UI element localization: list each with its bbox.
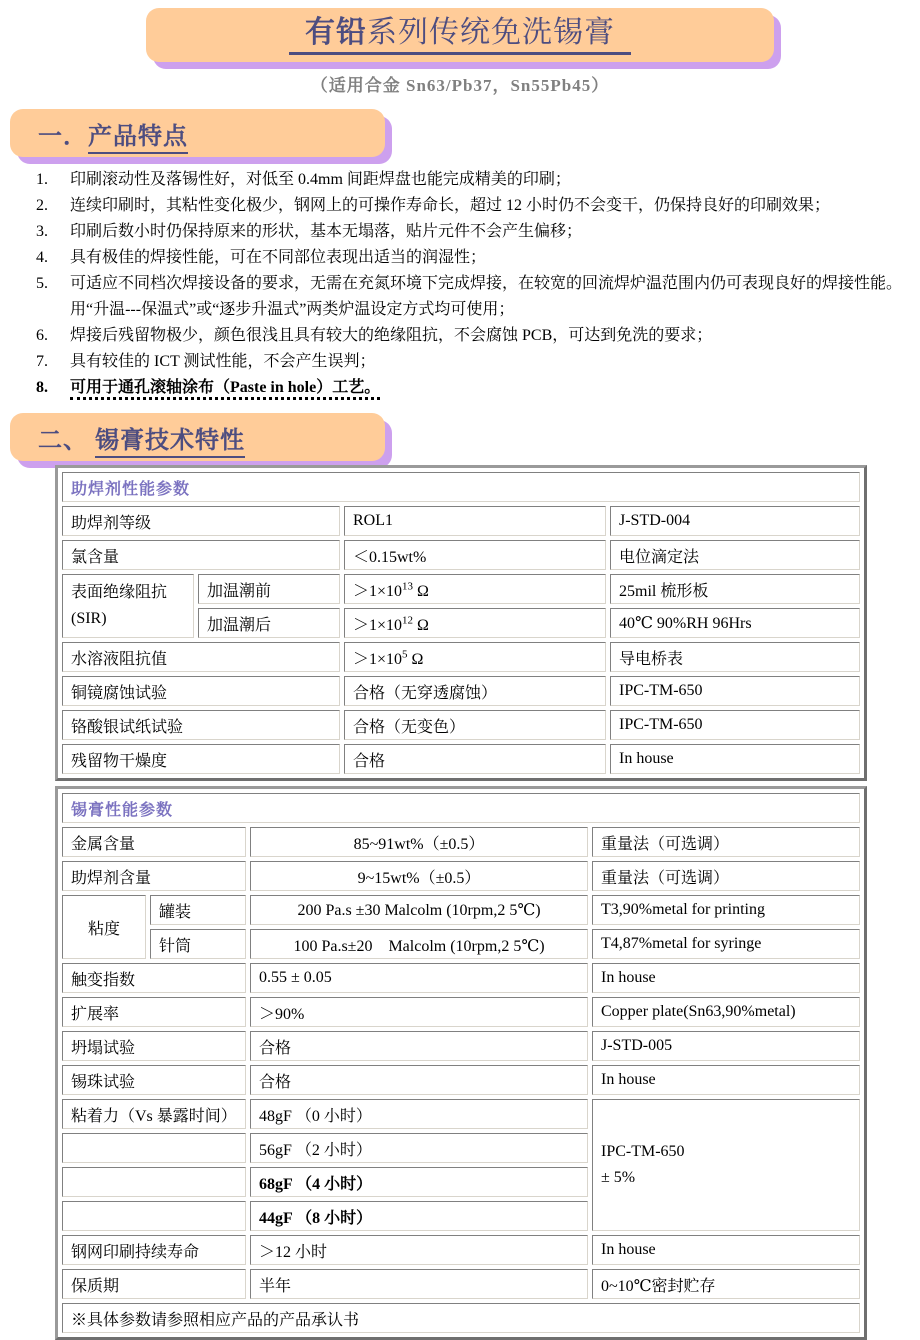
table-row [62, 506, 860, 536]
feature-text: 印刷后数小时仍保持原来的形状，基本无塌落，贴片元件不会产生偏移； [70, 223, 583, 240]
item-cell: 钢网印刷持续寿命 [62, 1235, 246, 1265]
item-cell: 助焊剂等级 [62, 506, 340, 536]
method-cell: 重量法（可选调） [592, 827, 860, 857]
tack-method-line2: ± 5% [601, 1169, 636, 1186]
table-row [62, 1099, 860, 1129]
method-cell: IPC-TM-650 [610, 676, 860, 706]
section2-heading-prefix: 二、 [38, 427, 88, 454]
value-base: ＞1×10 [353, 650, 403, 668]
empty-cell [62, 1167, 246, 1197]
feature-number: 6. [36, 327, 48, 344]
item-cell: 金属含量 [62, 827, 246, 857]
value-cell [344, 608, 606, 638]
value-cell: 48gF （0 小时） [250, 1099, 588, 1129]
page-title [289, 16, 631, 55]
item-cell: 坍塌试验 [62, 1031, 246, 1061]
method-cell: 0~10℃密封贮存 [592, 1269, 860, 1299]
method-cell: IPC-TM-650 [610, 710, 860, 740]
section1-heading-prefix: 一． [38, 123, 88, 150]
table-row [62, 1065, 860, 1095]
flux-table-title: 助焊剂性能参数 [62, 472, 860, 502]
value-cell: 68gF （4 小时） [250, 1167, 588, 1197]
table-row [62, 574, 860, 604]
condition-cell: 加温潮前 [198, 574, 340, 604]
value-cell: ＜0.15wt% [344, 540, 606, 570]
section2-heading [38, 420, 245, 455]
table-row [62, 642, 860, 672]
method-cell: J-STD-005 [592, 1031, 860, 1061]
table-row [62, 827, 860, 857]
method-cell: 40℃ 90%RH 96Hrs [610, 608, 860, 638]
flux-table [55, 465, 867, 781]
value-exponent: 12 [402, 614, 414, 627]
feature-number: 5. [36, 275, 48, 292]
feature-number: 7. [36, 353, 48, 370]
feature-item [36, 271, 912, 323]
value-cell: 9~15wt%（±0.5） [250, 861, 588, 891]
value-cell: ＞12 小时 [250, 1235, 588, 1265]
paste-table-title: 锡膏性能参数 [62, 793, 860, 823]
sir-label-line1: 表面绝缘阻抗 [71, 584, 168, 601]
value-exponent: 13 [402, 580, 414, 593]
value-unit: Ω [407, 650, 424, 668]
feature-item [36, 245, 912, 271]
condition-cell: 加温潮后 [198, 608, 340, 638]
method-cell: In house [610, 744, 860, 774]
condition-cell: 针筒 [150, 929, 246, 959]
value-base: ＞1×10 [353, 616, 403, 634]
section1-heading-text: 产品特点 [88, 124, 188, 154]
feature-number: 8. [36, 379, 48, 396]
item-cell: 水溶液阻抗值 [62, 642, 340, 672]
item-cell: 残留物干燥度 [62, 744, 340, 774]
value-cell: 85~91wt%（±0.5） [250, 827, 588, 857]
section2-banner [10, 413, 385, 461]
feature-list [36, 167, 912, 401]
feature-number: 3. [36, 223, 48, 240]
method-cell: 重量法（可选调） [592, 861, 860, 891]
value-cell: 56gF （2 小时） [250, 1133, 588, 1163]
feature-item [36, 193, 912, 219]
table-row [62, 1303, 860, 1333]
table-row [62, 676, 860, 706]
feature-item [36, 375, 912, 401]
table-row [62, 793, 860, 823]
table-row [62, 1235, 860, 1265]
feature-text-underlined: 可用于通孔滚轴涂布（Paste in hole）工艺。 [70, 379, 380, 400]
method-cell: T3,90%metal for printing [592, 895, 860, 925]
section1-heading [38, 116, 188, 151]
feature-item [36, 349, 912, 375]
feature-text [70, 375, 912, 401]
method-cell: T4,87%metal for syringe [592, 929, 860, 959]
value-cell: 半年 [250, 1269, 588, 1299]
feature-number: 4. [36, 249, 48, 266]
paste-table [55, 786, 867, 1340]
method-cell: 25mil 梳形板 [610, 574, 860, 604]
feature-item [36, 219, 912, 245]
item-cell: 铜镜腐蚀试验 [62, 676, 340, 706]
table-row [62, 963, 860, 993]
feature-text: 连续印刷时，其粘性变化极少，钢网上的可操作寿命长，超过 12 小时仍不会变干，仍保持良好的印刷效果； [70, 197, 831, 214]
note-cell: ※具体参数请参照相应产品的产品承认书 [62, 1303, 860, 1333]
table-row [62, 540, 860, 570]
value-unit: Ω [413, 616, 429, 634]
value-cell: 合格（无穿透腐蚀） [344, 676, 606, 706]
feature-text: 可适应不同档次焊接设备的要求，无需在充氮环境下完成焊接，在较宽的回流焊炉温范围内仍可表现良好的焊接性能。用“升温---保温式”或“逐步升温式”两类炉温设定方式均可使用； [70, 275, 903, 318]
item-cell: 助焊剂含量 [62, 861, 246, 891]
value-cell: ＞90% [250, 997, 588, 1027]
value-cell: 200 Pa.s ±30 Malcolm (10rpm,2 5℃) [250, 895, 588, 925]
title-banner [146, 8, 774, 62]
value-base: ＞1×10 [353, 582, 403, 600]
value-cell: 100 Pa.s±20 Malcolm (10rpm,2 5℃) [250, 929, 588, 959]
table-row [62, 1031, 860, 1061]
method-cell: 导电桥表 [610, 642, 860, 672]
value-unit: Ω [413, 582, 429, 600]
table-row [62, 861, 860, 891]
value-cell: 44gF （8 小时） [250, 1201, 588, 1231]
item-cell: 保质期 [62, 1269, 246, 1299]
item-cell: 扩展率 [62, 997, 246, 1027]
feature-item [36, 167, 912, 193]
value-cell [344, 574, 606, 604]
empty-cell [62, 1201, 246, 1231]
empty-cell [62, 1133, 246, 1163]
feature-number: 1. [36, 171, 48, 188]
feature-text: 焊接后残留物极少，颜色很浅且具有较大的绝缘阻抗，不会腐蚀 PCB，可达到免洗的要求； [70, 327, 713, 344]
method-cell: In house [592, 1065, 860, 1095]
item-cell: 氯含量 [62, 540, 340, 570]
item-cell: 触变指数 [62, 963, 246, 993]
method-cell: In house [592, 963, 860, 993]
item-cell: 粘着力（Vs 暴露时间） [62, 1099, 246, 1129]
method-cell: 电位滴定法 [610, 540, 860, 570]
condition-cell: 罐装 [150, 895, 246, 925]
tack-method-line1: IPC-TM-650 [601, 1143, 685, 1160]
table-row [62, 929, 860, 959]
value-cell: ROL1 [344, 506, 606, 536]
feature-item [36, 323, 912, 349]
method-cell [592, 1099, 860, 1231]
method-cell: Copper plate(Sn63,90%metal) [592, 997, 860, 1027]
value-exponent: 5 [402, 648, 408, 661]
feature-text: 印刷滚动性及落锡性好，对低至 0.4mm 间距焊盘也能完成精美的印刷； [70, 171, 571, 188]
item-cell: 锡珠试验 [62, 1065, 246, 1095]
table-row [62, 1269, 860, 1299]
section1-banner [10, 109, 385, 157]
page-title-rest: 系列传统免洗锡膏 [367, 15, 615, 49]
item-cell: 铬酸银试纸试验 [62, 710, 340, 740]
value-cell: 0.55 ± 0.05 [250, 963, 588, 993]
value-cell: 合格（无变色） [344, 710, 606, 740]
table-row [62, 744, 860, 774]
value-cell [344, 642, 606, 672]
table-row [62, 997, 860, 1027]
page-subtitle: （适用合金 Sn63/Pb37，Sn55Pb45） [310, 76, 610, 95]
method-cell: In house [592, 1235, 860, 1265]
value-cell: 合格 [250, 1031, 588, 1061]
feature-text: 具有较佳的 ICT 测试性能，不会产生误判； [70, 353, 376, 370]
method-cell: J-STD-004 [610, 506, 860, 536]
feature-text: 具有极佳的焊接性能，可在不同部位表现出适当的润湿性； [70, 249, 487, 266]
value-cell: 合格 [250, 1065, 588, 1095]
feature-number: 2. [36, 197, 48, 214]
sir-label-line2: (SIR) [71, 610, 107, 627]
item-cell: 粘度 [62, 895, 146, 959]
value-cell: 合格 [344, 744, 606, 774]
table-row [62, 472, 860, 502]
page-title-bold: 有铅 [305, 15, 367, 49]
table-row [62, 895, 860, 925]
item-cell [62, 574, 194, 638]
section2-heading-text: 锡膏技术特性 [95, 428, 245, 458]
table-row [62, 710, 860, 740]
